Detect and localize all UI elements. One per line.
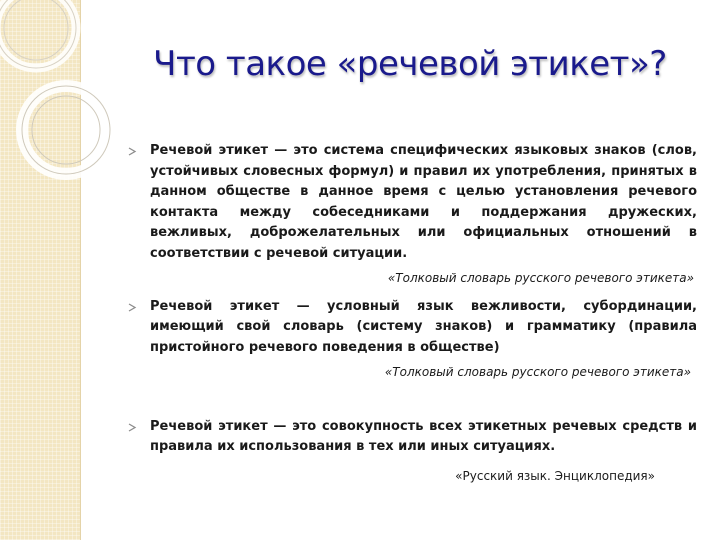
- definitions-list: [127, 141, 697, 486]
- definition-item: [127, 297, 697, 359]
- definition-item: [127, 417, 697, 458]
- circle-rings-decoration: [0, 0, 130, 230]
- definition-text: Речевой этикет — это система специфических языковых знаков (слов, устойчивых словесных формул) и правил их употребления, принятых в данном обществе в данное время с целью установления речевого контакта между собеседниками и поддержания дружеских, вежливых, доброжелательных или официальных отношений в соответствии с речевой ситуации.: [150, 143, 697, 261]
- definition-source: «Толковый словарь русского речевого этикета»: [387, 271, 694, 285]
- definition-source: «Русский язык. Энциклопедия»: [455, 468, 655, 483]
- arrow-bullet-icon: [128, 423, 137, 432]
- definition-source: «Толковый словарь русского речевого этикета»: [384, 365, 691, 379]
- arrow-bullet-icon: [128, 303, 137, 312]
- definition-item: [127, 141, 697, 264]
- arrow-bullet-icon: [128, 147, 137, 156]
- slide-title: Что такое «речевой этикет»?: [153, 44, 667, 84]
- definition-text: Речевой этикет — условный язык вежливости, субординации, имеющий свой словарь (систему знаков) и грамматику (правила пристойного речевого поведения в обществе): [150, 298, 697, 355]
- definition-text: Речевой этикет — это совокупность всех этикетных речевых средств и правила их использования в тех или иных ситуациях.: [150, 418, 697, 454]
